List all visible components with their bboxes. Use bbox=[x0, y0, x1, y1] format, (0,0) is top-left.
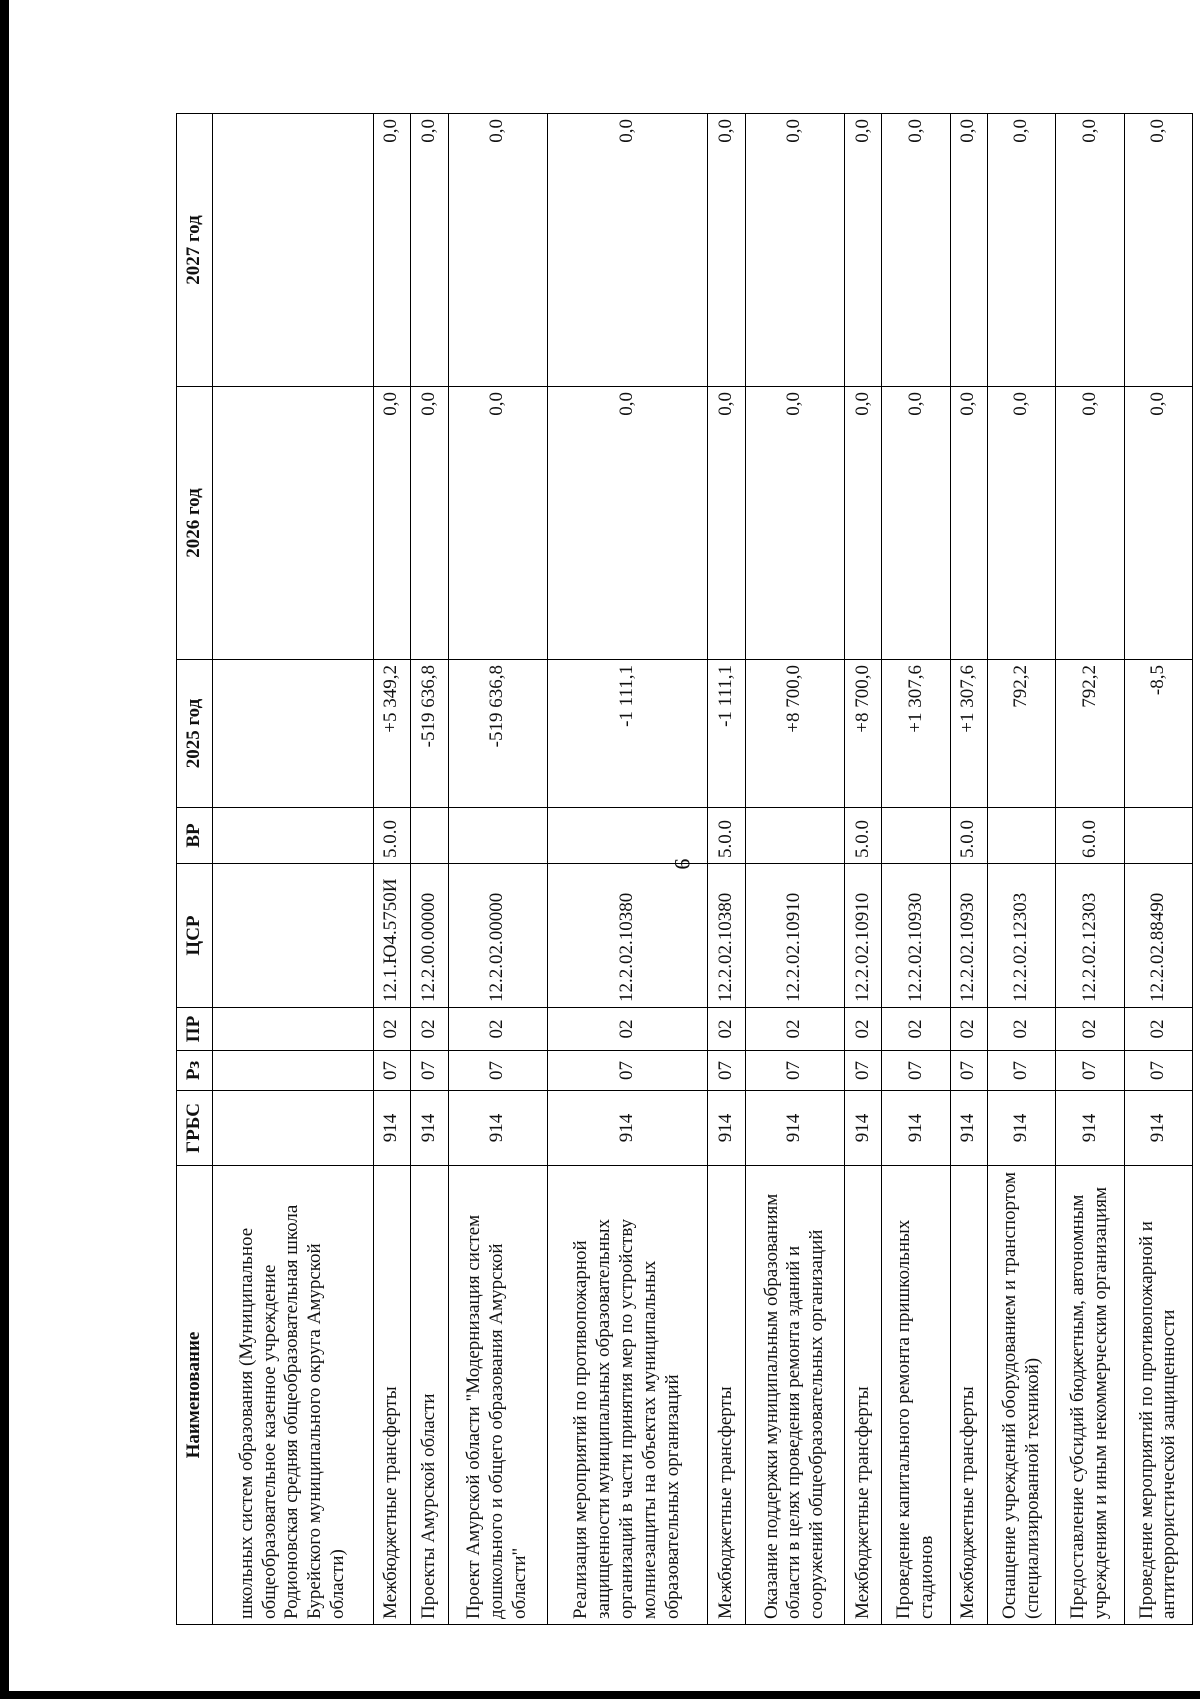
cell-csr: 12.2.02.10930 bbox=[882, 864, 950, 1008]
cell-2026: 0,0 bbox=[1124, 387, 1192, 660]
scan-border-bottom bbox=[0, 1691, 1200, 1699]
cell-2027: 0,0 bbox=[411, 114, 449, 387]
header-rz: Рз bbox=[177, 1051, 213, 1091]
cell-rz: 07 bbox=[1124, 1051, 1192, 1091]
cell-csr: 12.2.00.00000 bbox=[411, 864, 449, 1008]
table-row bbox=[411, 114, 449, 1625]
cell-rz: 07 bbox=[547, 1051, 708, 1091]
cell-2025 bbox=[213, 660, 374, 808]
cell-2027: 0,0 bbox=[547, 114, 708, 387]
cell-grbs: 914 bbox=[448, 1091, 547, 1166]
cell-csr: 12.2.02.10930 bbox=[950, 864, 988, 1008]
cell-grbs: 914 bbox=[411, 1091, 449, 1166]
cell-vr: 5.0.0 bbox=[373, 808, 411, 864]
cell-2025: 792,2 bbox=[1056, 660, 1124, 808]
cell-vr bbox=[1124, 808, 1192, 864]
cell-2026: 0,0 bbox=[373, 387, 411, 660]
cell-name: Межбюджетные трансферты bbox=[708, 1166, 746, 1625]
cell-grbs: 914 bbox=[1124, 1091, 1192, 1166]
cell-grbs: 914 bbox=[1056, 1091, 1124, 1166]
table-header-row bbox=[177, 114, 213, 1625]
cell-2027: 0,0 bbox=[950, 114, 988, 387]
cell-grbs: 914 bbox=[708, 1091, 746, 1166]
cell-pr: 02 bbox=[708, 1008, 746, 1051]
cell-name: Межбюджетные трансферты bbox=[950, 1166, 988, 1625]
cell-2025: +8 700,0 bbox=[745, 660, 844, 808]
page-number: 9 bbox=[670, 858, 695, 870]
cell-name: Проведение капитального ремонта пришкольных стадионов bbox=[882, 1166, 950, 1625]
cell-name: Межбюджетные трансферты bbox=[844, 1166, 882, 1625]
cell-pr: 02 bbox=[547, 1008, 708, 1051]
cell-csr: 12.2.02.88490 bbox=[1124, 864, 1192, 1008]
cell-vr bbox=[547, 808, 708, 864]
cell-2027: 0,0 bbox=[1056, 114, 1124, 387]
table-row bbox=[882, 114, 950, 1625]
cell-vr bbox=[411, 808, 449, 864]
table-row bbox=[745, 114, 844, 1625]
table-row bbox=[213, 114, 374, 1625]
cell-csr: 12.2.02.12303 bbox=[1056, 864, 1124, 1008]
cell-2025: +1 307,6 bbox=[950, 660, 988, 808]
table-row bbox=[373, 114, 411, 1625]
table-row bbox=[844, 114, 882, 1625]
table-row bbox=[448, 114, 547, 1625]
table-row bbox=[1056, 114, 1124, 1625]
cell-pr: 02 bbox=[1124, 1008, 1192, 1051]
cell-grbs: 914 bbox=[373, 1091, 411, 1166]
scan-border-left bbox=[0, 0, 9, 1699]
cell-pr: 02 bbox=[411, 1008, 449, 1051]
table-row bbox=[988, 114, 1056, 1625]
cell-2027: 0,0 bbox=[745, 114, 844, 387]
header-2025: 2025 год bbox=[177, 660, 213, 808]
cell-vr bbox=[213, 808, 374, 864]
cell-vr: 5.0.0 bbox=[844, 808, 882, 864]
table-row bbox=[708, 114, 746, 1625]
cell-2026: 0,0 bbox=[448, 387, 547, 660]
cell-pr: 02 bbox=[448, 1008, 547, 1051]
cell-2027: 0,0 bbox=[373, 114, 411, 387]
cell-vr bbox=[882, 808, 950, 864]
cell-grbs: 914 bbox=[950, 1091, 988, 1166]
cell-2026 bbox=[213, 387, 374, 660]
cell-csr bbox=[213, 864, 374, 1008]
cell-2025: +5 349,2 bbox=[373, 660, 411, 808]
cell-pr: 02 bbox=[373, 1008, 411, 1051]
budget-table bbox=[176, 113, 1193, 1625]
cell-2026: 0,0 bbox=[950, 387, 988, 660]
cell-vr: 6.0.0 bbox=[1056, 808, 1124, 864]
cell-2026: 0,0 bbox=[882, 387, 950, 660]
cell-2027: 0,0 bbox=[988, 114, 1056, 387]
cell-grbs: 914 bbox=[547, 1091, 708, 1166]
cell-name: Проекты Амурской области bbox=[411, 1166, 449, 1625]
cell-rz: 07 bbox=[745, 1051, 844, 1091]
cell-csr: 12.2.02.10910 bbox=[844, 864, 882, 1008]
cell-name: Проект Амурской области "Модернизация систем дошкольного и общего образования Амурской области" bbox=[448, 1166, 547, 1625]
cell-pr: 02 bbox=[844, 1008, 882, 1051]
cell-name: Оказание поддержки муниципальным образованиям области в целях проведения ремонта зданий и сооружений общеобразовательных организаций bbox=[745, 1166, 844, 1625]
cell-2026: 0,0 bbox=[844, 387, 882, 660]
header-csr: ЦСР bbox=[177, 864, 213, 1008]
cell-2025: +1 307,6 bbox=[882, 660, 950, 808]
table-row bbox=[950, 114, 988, 1625]
cell-2025: -1 111,1 bbox=[547, 660, 708, 808]
cell-2026: 0,0 bbox=[1056, 387, 1124, 660]
cell-2027: 0,0 bbox=[708, 114, 746, 387]
cell-pr: 02 bbox=[882, 1008, 950, 1051]
cell-rz: 07 bbox=[448, 1051, 547, 1091]
cell-name: Проведение мероприятий по противопожарной и антитеррористической защищенности bbox=[1124, 1166, 1192, 1625]
cell-2025: -519 636,8 bbox=[411, 660, 449, 808]
cell-csr: 12.1.Ю4.5750И bbox=[373, 864, 411, 1008]
cell-pr: 02 bbox=[988, 1008, 1056, 1051]
cell-csr: 12.2.02.10380 bbox=[547, 864, 708, 1008]
cell-csr: 12.2.02.10910 bbox=[745, 864, 844, 1008]
cell-rz: 07 bbox=[708, 1051, 746, 1091]
cell-grbs: 914 bbox=[844, 1091, 882, 1166]
cell-2026: 0,0 bbox=[708, 387, 746, 660]
cell-rz: 07 bbox=[988, 1051, 1056, 1091]
cell-csr: 12.2.02.10380 bbox=[708, 864, 746, 1008]
cell-2025: -8,5 bbox=[1124, 660, 1192, 808]
cell-2026: 0,0 bbox=[988, 387, 1056, 660]
cell-2025: -1 111,1 bbox=[708, 660, 746, 808]
cell-vr: 5.0.0 bbox=[950, 808, 988, 864]
cell-2027: 0,0 bbox=[844, 114, 882, 387]
cell-2025: -519 636,8 bbox=[448, 660, 547, 808]
header-pr: ПР bbox=[177, 1008, 213, 1051]
cell-rz: 07 bbox=[373, 1051, 411, 1091]
cell-2027: 0,0 bbox=[882, 114, 950, 387]
header-name: Наименование bbox=[177, 1166, 213, 1625]
cell-2027: 0,0 bbox=[1124, 114, 1192, 387]
cell-pr: 02 bbox=[1056, 1008, 1124, 1051]
cell-csr: 12.2.02.12303 bbox=[988, 864, 1056, 1008]
cell-rz: 07 bbox=[1056, 1051, 1124, 1091]
cell-2026: 0,0 bbox=[547, 387, 708, 660]
header-2027: 2027 год bbox=[177, 114, 213, 387]
cell-vr bbox=[745, 808, 844, 864]
cell-2027: 0,0 bbox=[448, 114, 547, 387]
cell-name: Реализация мероприятий по противопожарной защищенности муниципальных образовательных организаций в части принятия мер по устройству молниезащиты на объектах муниципальных образовательных организаций bbox=[547, 1166, 708, 1625]
cell-2025: 792,2 bbox=[988, 660, 1056, 808]
cell-name: Оснащение учреждений оборудованием и транспортом (специализированной техникой) bbox=[988, 1166, 1056, 1625]
header-vr: ВР bbox=[177, 808, 213, 864]
cell-grbs: 914 bbox=[745, 1091, 844, 1166]
cell-name: школьных систем образования (Муниципальное общеобразовательное казенное учреждение Родионовская средняя общеобразовательная школа Бурейского муниципального округа Амурской области) bbox=[213, 1166, 374, 1625]
cell-2025: +8 700,0 bbox=[844, 660, 882, 808]
cell-vr bbox=[988, 808, 1056, 864]
cell-csr: 12.2.02.00000 bbox=[448, 864, 547, 1008]
cell-2027 bbox=[213, 114, 374, 387]
cell-rz: 07 bbox=[411, 1051, 449, 1091]
cell-pr bbox=[213, 1008, 374, 1051]
cell-rz: 07 bbox=[882, 1051, 950, 1091]
cell-grbs: 914 bbox=[988, 1091, 1056, 1166]
cell-rz: 07 bbox=[950, 1051, 988, 1091]
table-row bbox=[1124, 114, 1192, 1625]
cell-grbs bbox=[213, 1091, 374, 1166]
cell-vr bbox=[448, 808, 547, 864]
cell-rz: 07 bbox=[844, 1051, 882, 1091]
table-row bbox=[547, 114, 708, 1625]
table-body bbox=[213, 114, 1193, 1625]
cell-rz bbox=[213, 1051, 374, 1091]
cell-grbs: 914 bbox=[882, 1091, 950, 1166]
cell-vr: 5.0.0 bbox=[708, 808, 746, 864]
header-grbs: ГРБС bbox=[177, 1091, 213, 1166]
cell-name: Предоставление субсидий бюджетным, автономным учреждениям и иным некоммерческим организациям bbox=[1056, 1166, 1124, 1625]
cell-2026: 0,0 bbox=[411, 387, 449, 660]
cell-pr: 02 bbox=[745, 1008, 844, 1051]
cell-2026: 0,0 bbox=[745, 387, 844, 660]
cell-pr: 02 bbox=[950, 1008, 988, 1051]
budget-table-container bbox=[176, 114, 1193, 1625]
header-2026: 2026 год bbox=[177, 387, 213, 660]
cell-name: Межбюджетные трансферты bbox=[373, 1166, 411, 1625]
